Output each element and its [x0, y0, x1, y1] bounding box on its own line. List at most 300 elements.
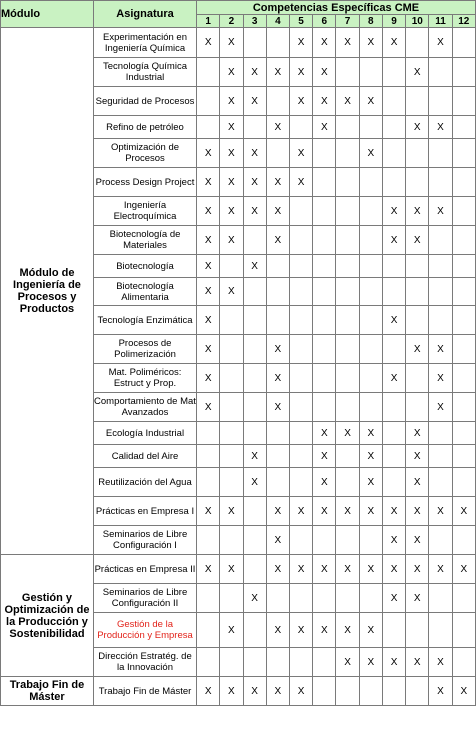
competency-empty	[220, 584, 243, 613]
competency-mark: X	[243, 168, 266, 197]
competency-empty	[429, 168, 452, 197]
competency-empty	[289, 648, 312, 677]
competency-empty	[452, 584, 475, 613]
competency-mark: X	[243, 584, 266, 613]
competency-mark: X	[382, 197, 405, 226]
competency-mark: X	[220, 677, 243, 706]
header-competencia-12: 12	[452, 15, 475, 28]
header-competencia-10: 10	[406, 15, 429, 28]
competency-mark: X	[220, 613, 243, 648]
competency-empty	[313, 197, 336, 226]
competency-mark: X	[313, 468, 336, 497]
competency-empty	[382, 613, 405, 648]
competency-mark: X	[197, 555, 220, 584]
competency-empty	[289, 422, 312, 445]
competency-mark: X	[336, 613, 359, 648]
competency-empty	[313, 139, 336, 168]
competency-mark: X	[266, 58, 289, 87]
competency-mark: X	[243, 139, 266, 168]
competency-empty	[313, 168, 336, 197]
competency-empty	[266, 584, 289, 613]
competency-mark: X	[429, 677, 452, 706]
competency-mark: X	[243, 468, 266, 497]
competency-mark: X	[289, 555, 312, 584]
subject-cell: Optimización de Procesos	[93, 139, 196, 168]
subject-cell: Trabajo Fin de Máster	[93, 677, 196, 706]
competency-mark: X	[197, 168, 220, 197]
header-competencia-3: 3	[243, 15, 266, 28]
competency-empty	[406, 139, 429, 168]
subject-cell: Calidad del Aire	[93, 445, 196, 468]
competency-empty	[359, 526, 382, 555]
competency-mark: X	[197, 335, 220, 364]
competency-empty	[452, 613, 475, 648]
competency-empty	[313, 648, 336, 677]
competency-mark: X	[243, 197, 266, 226]
competency-empty	[406, 364, 429, 393]
competency-empty	[197, 445, 220, 468]
competency-mark: X	[220, 28, 243, 58]
header-asignatura: Asignatura	[93, 1, 196, 28]
competency-empty	[452, 139, 475, 168]
competency-empty	[336, 306, 359, 335]
competency-mark: X	[197, 497, 220, 526]
competency-empty	[336, 139, 359, 168]
competency-empty	[336, 255, 359, 278]
competency-empty	[406, 278, 429, 306]
competency-mark: X	[266, 613, 289, 648]
competency-mark: X	[289, 28, 312, 58]
competency-mark: X	[197, 393, 220, 422]
competency-mark: X	[382, 28, 405, 58]
competency-empty	[220, 335, 243, 364]
competency-empty	[452, 393, 475, 422]
competency-empty	[289, 306, 312, 335]
competency-empty	[243, 526, 266, 555]
competency-empty	[359, 197, 382, 226]
competency-mark: X	[382, 648, 405, 677]
competency-empty	[406, 677, 429, 706]
competency-empty	[313, 364, 336, 393]
competency-empty	[289, 226, 312, 255]
competency-empty	[336, 677, 359, 706]
subject-cell: Tecnología Enzimática	[93, 306, 196, 335]
competency-empty	[197, 584, 220, 613]
competency-empty	[452, 445, 475, 468]
subject-cell: Mat. Poliméricos: Estruct y Prop.	[93, 364, 196, 393]
competency-empty	[243, 393, 266, 422]
competency-empty	[336, 393, 359, 422]
competency-mark: X	[197, 197, 220, 226]
competency-empty	[243, 116, 266, 139]
subject-cell: Ecología Industrial	[93, 422, 196, 445]
competency-empty	[266, 445, 289, 468]
competency-empty	[452, 116, 475, 139]
competency-empty	[220, 422, 243, 445]
competency-empty	[429, 468, 452, 497]
competency-empty	[243, 364, 266, 393]
competency-empty	[336, 584, 359, 613]
subject-cell: Reutilización del Agua	[93, 468, 196, 497]
competency-empty	[382, 58, 405, 87]
competency-empty	[313, 393, 336, 422]
competency-empty	[313, 526, 336, 555]
competency-empty	[336, 226, 359, 255]
competency-mark: X	[197, 364, 220, 393]
competency-empty	[289, 393, 312, 422]
competency-mark: X	[220, 197, 243, 226]
subject-cell: Experimentación en Ingeniería Química	[93, 28, 196, 58]
competency-mark: X	[266, 677, 289, 706]
competency-empty	[452, 306, 475, 335]
competency-empty	[359, 306, 382, 335]
competency-mark: X	[197, 139, 220, 168]
competency-mark: X	[220, 87, 243, 116]
header-competencias: Competencias Específicas CME	[197, 1, 476, 15]
competency-empty	[452, 255, 475, 278]
competency-empty	[289, 468, 312, 497]
competency-mark: X	[429, 364, 452, 393]
competency-mark: X	[266, 393, 289, 422]
competency-mark: X	[359, 422, 382, 445]
competency-empty	[336, 278, 359, 306]
competency-empty	[382, 139, 405, 168]
competency-mark: X	[289, 677, 312, 706]
competency-empty	[336, 58, 359, 87]
competency-empty	[313, 584, 336, 613]
competency-mark: X	[429, 497, 452, 526]
subject-cell: Gestión de la Producción y Empresa	[93, 613, 196, 648]
competency-empty	[197, 116, 220, 139]
competency-mark: X	[197, 278, 220, 306]
competency-empty	[429, 58, 452, 87]
competency-mark: X	[452, 677, 475, 706]
competency-mark: X	[359, 139, 382, 168]
competency-mark: X	[289, 613, 312, 648]
competency-mark: X	[406, 468, 429, 497]
competency-empty	[243, 613, 266, 648]
competency-empty	[243, 28, 266, 58]
competency-empty	[313, 306, 336, 335]
module-cell: Módulo de Ingeniería de Procesos y Productos	[1, 28, 94, 555]
competency-mark: X	[313, 116, 336, 139]
competency-mark: X	[289, 58, 312, 87]
competency-mark: X	[406, 335, 429, 364]
competency-mark: X	[359, 445, 382, 468]
competency-empty	[266, 255, 289, 278]
competency-empty	[289, 584, 312, 613]
competency-mark: X	[289, 497, 312, 526]
competency-mark: X	[452, 497, 475, 526]
subject-cell: Biotecnología	[93, 255, 196, 278]
subject-cell: Seguridad de Procesos	[93, 87, 196, 116]
competency-mark: X	[220, 116, 243, 139]
competency-empty	[452, 468, 475, 497]
competency-empty	[220, 526, 243, 555]
competency-empty	[406, 28, 429, 58]
competency-empty	[220, 306, 243, 335]
competency-mark: X	[359, 28, 382, 58]
competency-mark: X	[429, 116, 452, 139]
competency-mark: X	[406, 526, 429, 555]
competency-mark: X	[336, 648, 359, 677]
subject-cell: Comportamiento de Mat Avanzados	[93, 393, 196, 422]
subject-cell: Seminarios de Libre Configuración II	[93, 584, 196, 613]
competency-empty	[429, 584, 452, 613]
competency-mark: X	[406, 445, 429, 468]
competency-empty	[243, 555, 266, 584]
competency-empty	[336, 445, 359, 468]
competency-mark: X	[243, 445, 266, 468]
competency-empty	[429, 422, 452, 445]
competency-empty	[220, 255, 243, 278]
competency-mark: X	[220, 139, 243, 168]
competency-empty	[406, 393, 429, 422]
subject-cell: Prácticas en Empresa II	[93, 555, 196, 584]
competency-mark: X	[266, 116, 289, 139]
competency-empty	[429, 87, 452, 116]
competency-empty	[313, 278, 336, 306]
competency-empty	[313, 335, 336, 364]
competency-empty	[452, 87, 475, 116]
competency-mark: X	[406, 497, 429, 526]
competency-mark: X	[429, 393, 452, 422]
competency-mark: X	[197, 255, 220, 278]
header-competencia-8: 8	[359, 15, 382, 28]
competency-empty	[266, 468, 289, 497]
competency-empty	[243, 497, 266, 526]
competency-empty	[406, 255, 429, 278]
competency-mark: X	[313, 28, 336, 58]
header-competencia-2: 2	[220, 15, 243, 28]
subject-cell: Seminarios de Libre Configuración I	[93, 526, 196, 555]
competency-mark: X	[220, 58, 243, 87]
competency-empty	[452, 648, 475, 677]
competency-empty	[359, 335, 382, 364]
competency-empty	[266, 278, 289, 306]
competency-empty	[243, 226, 266, 255]
competency-empty	[359, 226, 382, 255]
competency-empty	[289, 255, 312, 278]
header-modulo: Módulo	[1, 1, 94, 28]
competency-empty	[336, 526, 359, 555]
competency-mark: X	[266, 555, 289, 584]
competency-empty	[382, 468, 405, 497]
competency-empty	[197, 613, 220, 648]
competency-mark: X	[429, 335, 452, 364]
competency-empty	[452, 168, 475, 197]
table-body	[1, 28, 476, 706]
competency-mark: X	[359, 555, 382, 584]
competency-empty	[359, 278, 382, 306]
competency-mark: X	[266, 226, 289, 255]
header-competencia-5: 5	[289, 15, 312, 28]
competency-empty	[359, 168, 382, 197]
competency-empty	[406, 168, 429, 197]
competency-mark: X	[336, 497, 359, 526]
competency-mark: X	[382, 497, 405, 526]
competency-empty	[289, 335, 312, 364]
subject-cell: Ingeniería Electroquímica	[93, 197, 196, 226]
competency-empty	[197, 87, 220, 116]
competency-empty	[429, 278, 452, 306]
competency-empty	[382, 445, 405, 468]
competency-empty	[197, 526, 220, 555]
module-cell: Gestión y Optimización de la Producción y Sostenibilidad	[1, 555, 94, 677]
competency-empty	[266, 139, 289, 168]
competency-mark: X	[429, 555, 452, 584]
competency-mark: X	[220, 168, 243, 197]
competency-empty	[266, 87, 289, 116]
competency-mark: X	[429, 648, 452, 677]
competency-empty	[336, 364, 359, 393]
competency-mark: X	[266, 364, 289, 393]
competency-empty	[220, 393, 243, 422]
competency-mark: X	[336, 422, 359, 445]
competency-mark: X	[243, 58, 266, 87]
competency-mark: X	[429, 28, 452, 58]
competency-mark: X	[313, 445, 336, 468]
competency-empty	[359, 364, 382, 393]
competency-empty	[359, 584, 382, 613]
competency-empty	[452, 335, 475, 364]
competency-mark: X	[406, 116, 429, 139]
competency-empty	[429, 613, 452, 648]
competency-empty	[197, 648, 220, 677]
competency-empty	[313, 255, 336, 278]
competency-mark: X	[406, 584, 429, 613]
competency-mark: X	[289, 139, 312, 168]
competency-empty	[382, 278, 405, 306]
competency-mark: X	[406, 58, 429, 87]
competency-mark: X	[382, 526, 405, 555]
competency-empty	[289, 445, 312, 468]
subject-cell: Biotecnología de Materiales	[93, 226, 196, 255]
header-competencia-4: 4	[266, 15, 289, 28]
competency-mark: X	[382, 226, 405, 255]
competency-mark: X	[382, 306, 405, 335]
competency-empty	[266, 28, 289, 58]
subject-cell: Biotecnología Alimentaria	[93, 278, 196, 306]
competency-empty	[243, 648, 266, 677]
subject-cell: Refino de petróleo	[93, 116, 196, 139]
competency-empty	[382, 422, 405, 445]
competency-empty	[359, 255, 382, 278]
competency-mark: X	[336, 87, 359, 116]
competency-mark: X	[359, 468, 382, 497]
competency-mark: X	[382, 584, 405, 613]
competency-empty	[336, 168, 359, 197]
competency-mark: X	[313, 497, 336, 526]
subject-cell: Prácticas en Empresa I	[93, 497, 196, 526]
competency-empty	[429, 306, 452, 335]
table-row	[1, 28, 476, 58]
competency-empty	[382, 255, 405, 278]
competency-mark: X	[220, 497, 243, 526]
competency-empty	[429, 226, 452, 255]
competency-empty	[197, 58, 220, 87]
competency-mark: X	[313, 422, 336, 445]
competency-empty	[359, 116, 382, 139]
competency-empty	[382, 393, 405, 422]
competency-mark: X	[197, 28, 220, 58]
table-row	[1, 555, 476, 584]
competency-empty	[382, 168, 405, 197]
competency-empty	[289, 278, 312, 306]
competency-empty	[359, 58, 382, 87]
competency-empty	[243, 335, 266, 364]
competency-mark: X	[359, 613, 382, 648]
competency-mark: X	[289, 87, 312, 116]
competency-empty	[429, 526, 452, 555]
competency-mark: X	[336, 555, 359, 584]
competency-empty	[266, 306, 289, 335]
subject-cell: Tecnología Química Industrial	[93, 58, 196, 87]
competency-empty	[429, 255, 452, 278]
competency-mark: X	[406, 226, 429, 255]
competency-mark: X	[313, 555, 336, 584]
competency-mark: X	[313, 58, 336, 87]
competency-mark: X	[313, 87, 336, 116]
competency-empty	[289, 116, 312, 139]
module-cell: Trabajo Fin de Máster	[1, 677, 94, 706]
competency-empty	[359, 677, 382, 706]
competency-mark: X	[313, 613, 336, 648]
competency-empty	[336, 468, 359, 497]
competency-empty	[452, 422, 475, 445]
competency-mark: X	[243, 87, 266, 116]
competency-mark: X	[359, 87, 382, 116]
competency-mark: X	[406, 648, 429, 677]
competency-empty	[313, 677, 336, 706]
competency-empty	[452, 28, 475, 58]
competency-mark: X	[289, 168, 312, 197]
competency-empty	[382, 116, 405, 139]
competency-empty	[220, 468, 243, 497]
header-competencia-1: 1	[197, 15, 220, 28]
competency-empty	[359, 393, 382, 422]
competency-mark: X	[406, 555, 429, 584]
competency-mark: X	[336, 28, 359, 58]
competency-mark: X	[359, 648, 382, 677]
competency-mark: X	[220, 226, 243, 255]
header-competencia-11: 11	[429, 15, 452, 28]
competency-empty	[336, 335, 359, 364]
competency-mark: X	[429, 197, 452, 226]
table-row	[1, 677, 476, 706]
competency-mark: X	[266, 197, 289, 226]
competency-empty	[382, 335, 405, 364]
competency-empty	[243, 306, 266, 335]
competency-empty	[452, 364, 475, 393]
competency-mark: X	[197, 226, 220, 255]
competency-empty	[243, 422, 266, 445]
header-competencia-7: 7	[336, 15, 359, 28]
competency-empty	[289, 197, 312, 226]
competency-mark: X	[359, 497, 382, 526]
competency-empty	[452, 226, 475, 255]
competency-mark: X	[197, 306, 220, 335]
header-competencia-9: 9	[382, 15, 405, 28]
competency-empty	[336, 116, 359, 139]
competency-empty	[452, 58, 475, 87]
competency-empty	[382, 87, 405, 116]
competency-mark: X	[382, 555, 405, 584]
competency-empty	[406, 306, 429, 335]
competency-empty	[452, 526, 475, 555]
competency-empty	[266, 422, 289, 445]
competency-empty	[243, 278, 266, 306]
